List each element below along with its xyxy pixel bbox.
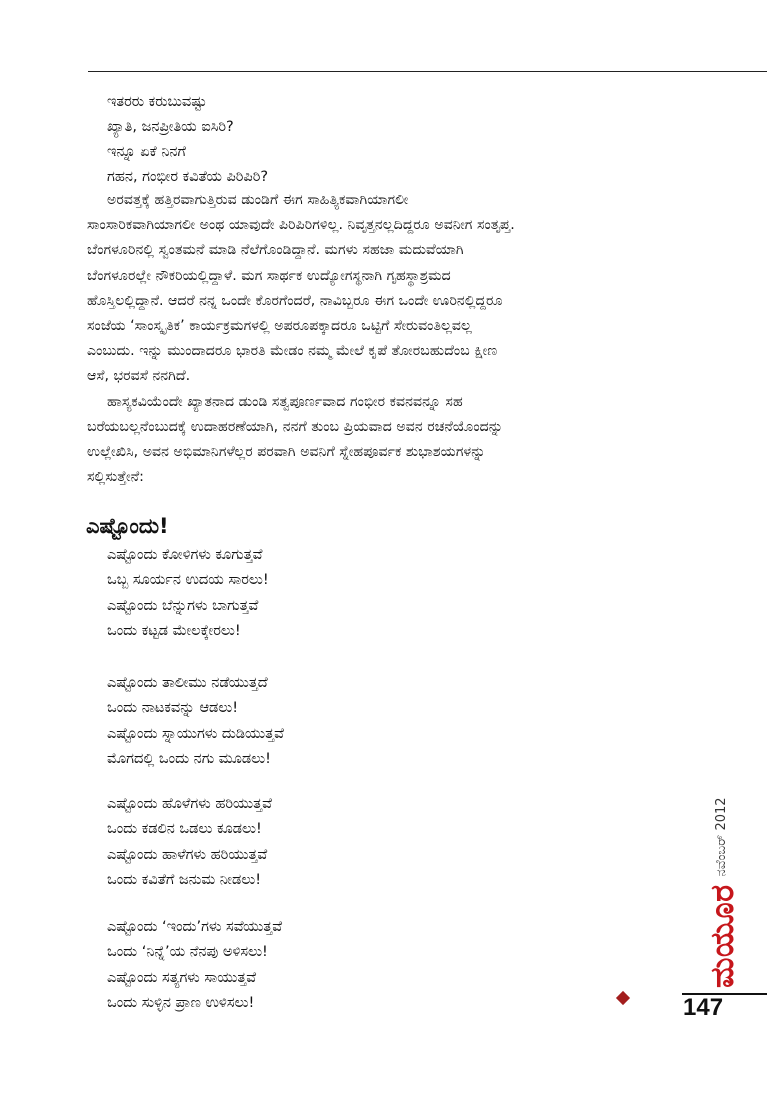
poem-line: ಒಬ್ಬ ಸೂರ್ಯನ ಉದಯ ಸಾರಲು! (107, 572, 269, 589)
poem-line: ಒಂದು ಕವಿತೆಗೆ ಜನುಮ ನೀಡಲು! (107, 871, 262, 888)
poem-stanza-1 (107, 543, 269, 644)
poem-title: ಎಷ್ಟೊಂದು! (86, 514, 169, 538)
poem-line: ಒಂದು ‘ನಿನ್ನೆ’ಯ ನೆನಪು ಅಳಿಸಲು! (107, 944, 268, 961)
poem-line: ಎಷ್ಟೊಂದು ತಾಲೀಮು ನಡೆಯುತ್ತದೆ (107, 675, 268, 691)
text-line: ಸಾಂಸಾರಿಕವಾಗಿಯಾಗಲೀ ಅಂಥ ಯಾವುದೇ ಪಿರಿಪಿರಿಗಳಿಲ್ಲ. ನಿವೃತ್ತನಲ್ಲದಿದ್ದರೂ ಅವನೀಗ ಸಂತೃಪ್ತ. (87, 217, 515, 234)
text-line: ಬರೆಯಬಲ್ಲನೆಂಬುದಕ್ಕೆ ಉದಾಹರಣೆಯಾಗಿ, ನನಗೆ ತುಂಬ ಪ್ರಿಯವಾದ ಅವನ ರಚನೆಯೊಂದನ್ನು (87, 418, 504, 435)
poem-stanza-2 (107, 671, 284, 772)
text-line: ಬೆಂಗಳೂರಲ್ಲೇ ನೌಕರಿಯಲ್ಲಿದ್ದಾಳೆ. ಮಗ ಸಾರ್ಥಕ ಉದ್ಯೋಗಸ್ಥನಾಗಿ ಗೃಹಸ್ಥಾಶ್ರಮದ (87, 267, 451, 284)
text-line: ಉಲ್ಲೇಖಿಸಿ, ಅವನ ಅಭಿಮಾನಿಗಳೆಲ್ಲರ ಪರವಾಗಿ ಅವನಿಗೆ ಸ್ನೇಹಪೂರ್ವಕ ಶುಭಾಶಯಗಳನ್ನು (87, 444, 486, 461)
poem-line: ಎಷ್ಟೊಂದು ಸ್ನಾಯುಗಳು ದುಡಿಯುತ್ತವೆ (107, 725, 284, 742)
poem-line: ಒಂದು ಕಟ್ಟಡ ಮೇಲಕ್ಕೇರಲು! (107, 622, 241, 639)
poem-line: ಎಷ್ಟೊಂದು ‘ಇಂದು’ಗಳು ಸವೆಯುತ್ತವೆ (107, 919, 283, 935)
verse-line: ಇನ್ನೂ ಏಕೆ ನಿನಗೆ (107, 144, 186, 160)
issue-date: ನವೆಂಬರ್ 2012 (714, 797, 729, 877)
header-rule (88, 71, 767, 72)
poem-line: ಎಷ್ಟೊಂದು ಹಾಳೆಗಳು ಹರಿಯುತ್ತವೆ (107, 846, 268, 863)
poem-stanza-3 (107, 792, 272, 893)
text-line: ಸಲ್ಲಿಸುತ್ತೇನೆ: (87, 469, 144, 486)
text-line: ಹಾಸ್ಯಕವಿಯೆಂದೇ ಖ್ಯಾತನಾದ ಡುಂಡಿ ಸತ್ವಪೂರ್ಣವಾದ ಗಂಭೀರ ಕವನವನ್ನೂ ಸಹ (107, 393, 463, 410)
diamond-ornament-icon (616, 991, 630, 1005)
verse-line: ಇತರರು ಕರುಬುವಷ್ಟು (107, 94, 207, 110)
page-number: 147 (683, 994, 724, 1021)
text-line: ಸಂಜೆಯ ‘ಸಾಂಸ್ಕೃತಿಕ’ ಕಾರ್ಯಕ್ರಮಗಳಲ್ಲಿ ಅಪರೂಪಕ್ಕಾದರೂ ಒಟ್ಟಿಗೆ ಸೇರುವಂತಿಲ್ಲವಲ್ಲ (87, 318, 472, 335)
magazine-masthead (684, 786, 741, 988)
paragraph-2 (87, 390, 667, 491)
poem-line: ಒಂದು ಸುಳ್ಳಿನ ಪ್ರಾಣ ಉಳಿಸಲು! (107, 994, 255, 1011)
text-line: ಆಸೆ, ಭರವಸೆ ನನಗಿದೆ. (87, 368, 191, 385)
intro-verse (107, 90, 268, 190)
poem-line: ಎಷ್ಟೊಂದು ಸತ್ಯಗಳು ಸಾಯುತ್ತವೆ (107, 969, 257, 986)
poem-line: ಎಷ್ಟೊಂದು ಹೊಳೆಗಳು ಹರಿಯುತ್ತವೆ (107, 796, 272, 812)
text-line: ಅರವತ್ತಕ್ಕೆ ಹತ್ತಿರವಾಗುತ್ತಿರುವ ಡುಂಡಿಗೆ ಈಗ ಸಾಹಿತ್ಯಿಕವಾಗಿಯಾಗಲೀ (107, 192, 409, 208)
text-line: ಎಂಬುದು. ಇನ್ನು ಮುಂದಾದರೂ ಭಾರತಿ ಮೇಡಂ ನಮ್ಮ ಮೇಲೆ ಕೃಪೆ ತೋರಬಹುದೆಂಬ ಕ್ಷೀಣ (87, 343, 498, 360)
poem-line: ಒಂದು ನಾಟಕವನ್ನು ಆಡಲು! (107, 700, 239, 717)
poem-line: ಎಷ್ಟೊಂದು ಕೋಳಿಗಳು ಕೂಗುತ್ತವೆ (107, 547, 263, 563)
poem-line: ಎಷ್ಟೊಂದು ಬೆನ್ನುಗಳು ಬಾಗುತ್ತವೆ (107, 597, 259, 614)
text-line: ಹೊಸ್ತಿಲಲ್ಲಿದ್ದಾನೆ. ಆದರೆ ನನ್ನ ಒಂದೇ ಕೊರಗೆಂದರೆ, ನಾವಿಬ್ಬರೂ ಈಗ ಒಂದೇ ಊರಿನಲ್ಲಿದ್ದರೂ (87, 292, 503, 309)
article-body (87, 188, 667, 490)
poem-line: ಒಂದು ಕಡಲಿನ ಒಡಲು ಕೂಡಲು! (107, 821, 262, 838)
verse-line: ಗಹನ, ಗಂಭೀರ ಕವಿತೆಯ ಪಿರಿಪಿರಿ? (107, 169, 269, 185)
paragraph-1 (87, 188, 667, 390)
magazine-name: ಮಯೂರ (703, 884, 741, 988)
text-line: ಬೆಂಗಳೂರಿನಲ್ಲಿ ಸ್ವಂತಮನೆ ಮಾಡಿ ನೆಲೆಗೊಂಡಿದ್ದಾನೆ. ಮಗಳು ಸಹಜಾ ಮದುವೆಯಾಗಿ (87, 242, 464, 259)
verse-line: ಖ್ಯಾತಿ, ಜನಪ್ರೀತಿಯ ಐಸಿರಿ? (107, 119, 234, 135)
poem-stanza-4 (107, 915, 282, 1016)
poem-line: ಮೊಗದಲ್ಲಿ ಒಂದು ನಗು ಮೂಡಲು! (107, 750, 271, 767)
